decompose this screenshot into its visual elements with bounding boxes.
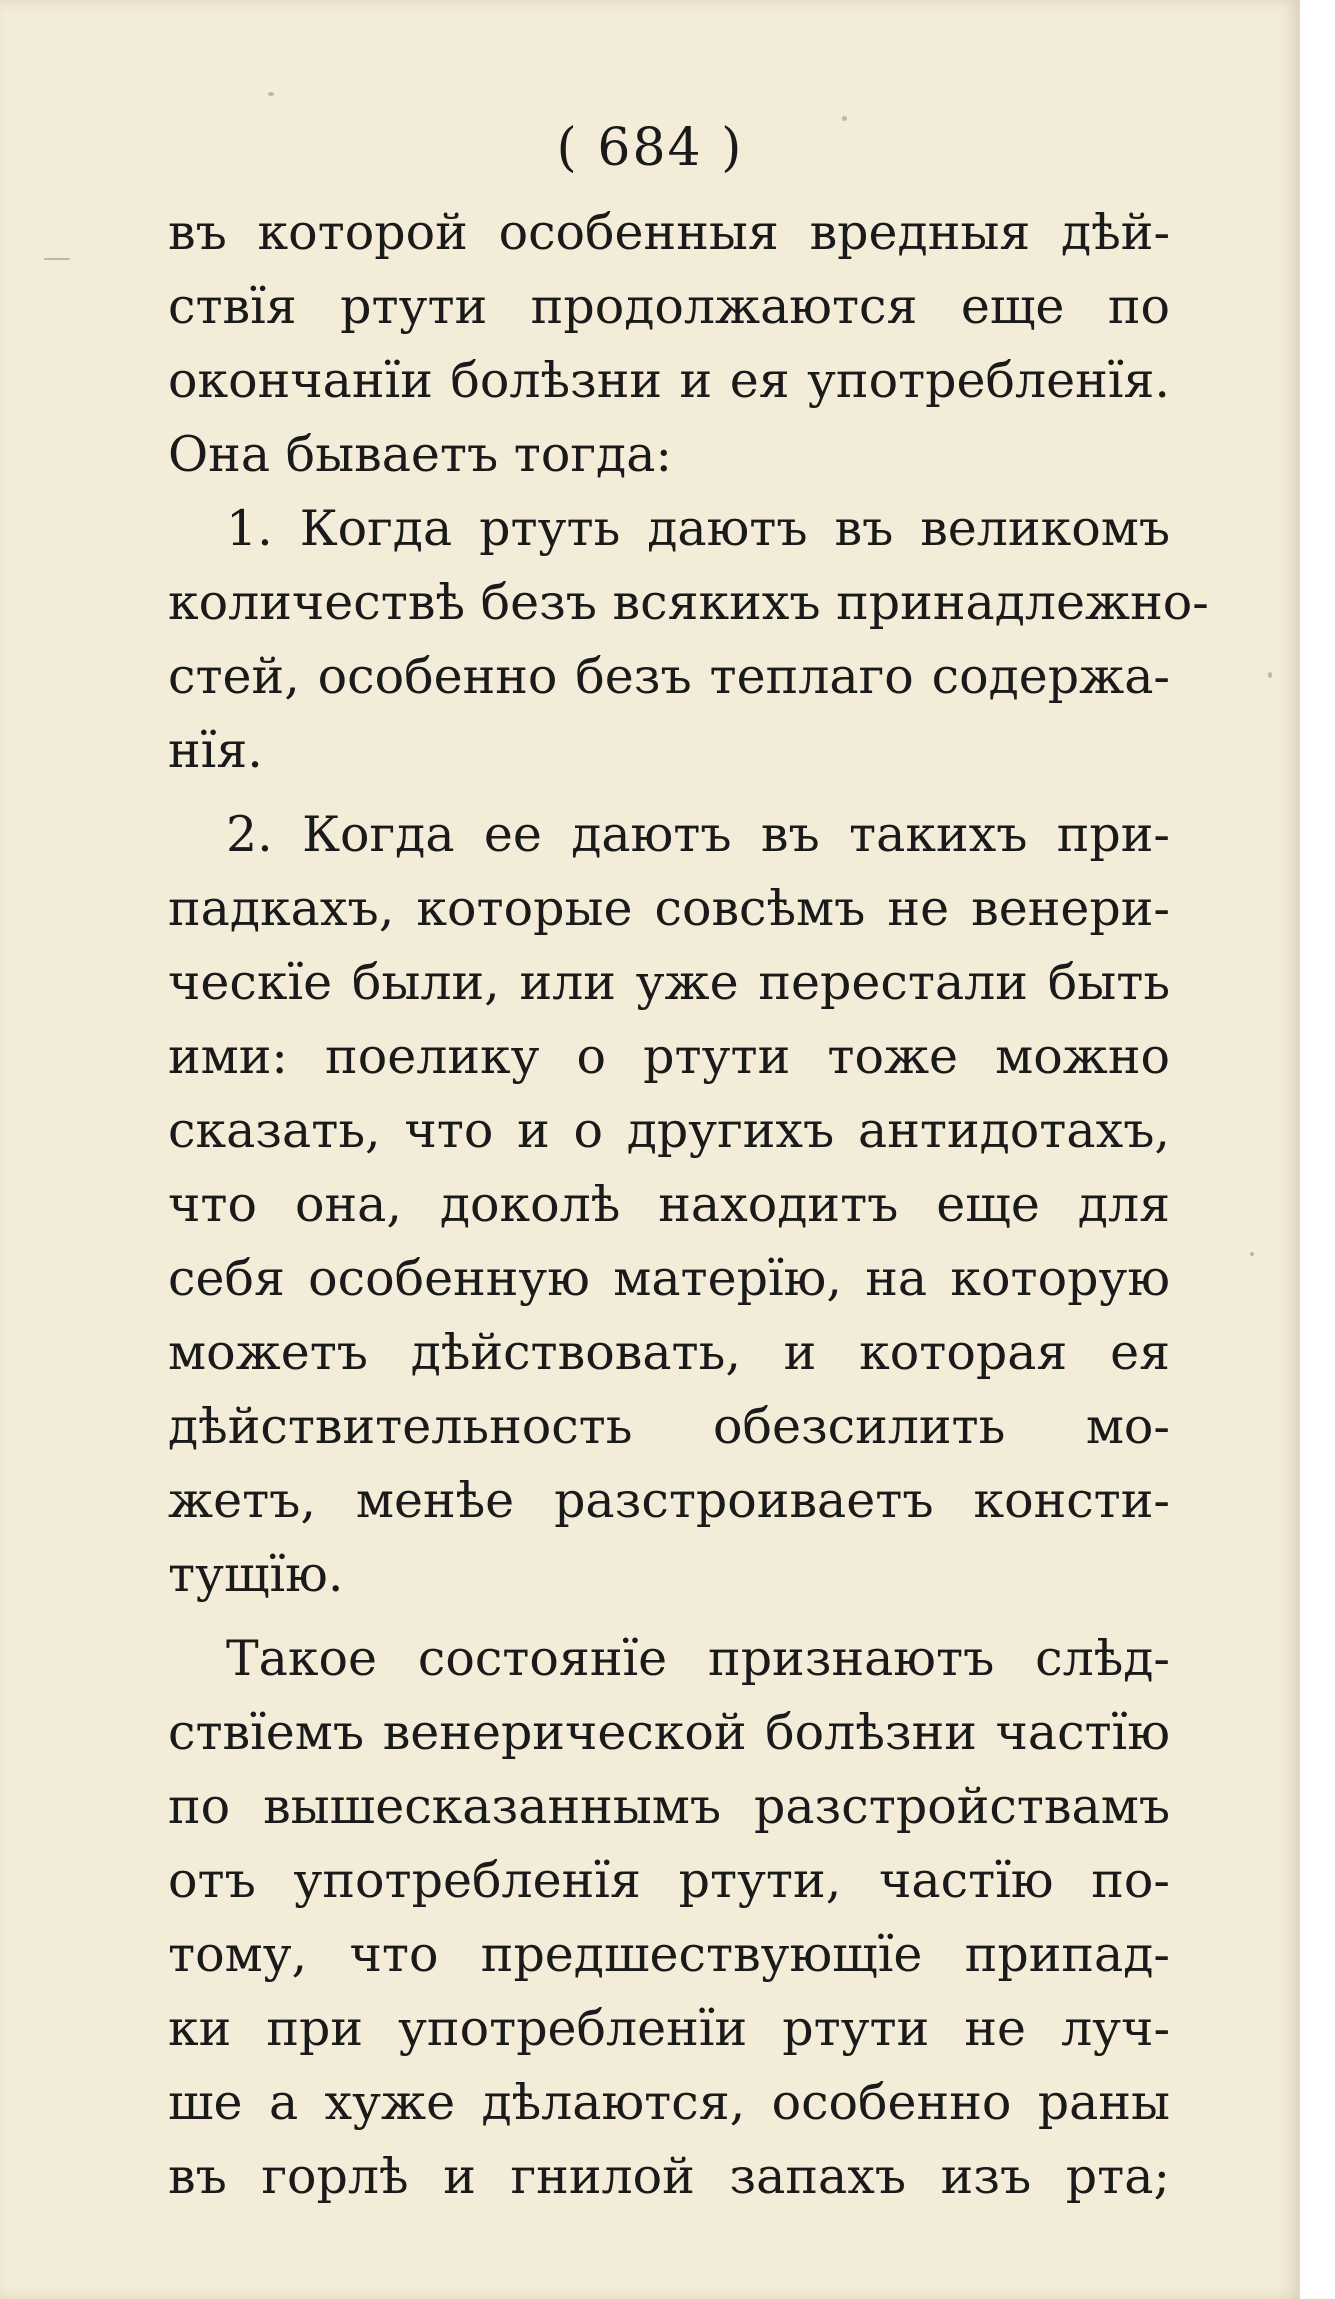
page-number: ( 684 )	[556, 118, 744, 178]
text-line: дѣйствительность обезсилить мо-	[168, 1398, 1170, 1455]
text-line: тущїю.	[168, 1546, 344, 1603]
text-line: сказать, что и о другихъ антидотахъ,	[168, 1102, 1170, 1159]
text-line: ствїемъ венерической болѣзни частїю	[168, 1704, 1170, 1761]
text-line: падкахъ, которые совсѣмъ не венери-	[168, 880, 1170, 937]
text-line: количествѣ безъ всякихъ принадлежно-	[168, 574, 1209, 631]
paragraph-4	[168, 1622, 1170, 2214]
text-line: ствїя ртути продолжаются еще по	[168, 278, 1170, 335]
text-line: 2. Когда ее даютъ въ такихъ при-	[226, 806, 1170, 863]
text-line: по вышесказаннымъ разстройствамъ	[168, 1778, 1170, 1835]
text-line: стей, особенно безъ теплаго содержа-	[168, 648, 1170, 705]
text-line: можетъ дѣйствовать, и которая ея	[168, 1324, 1170, 1381]
paragraph-1	[168, 196, 1170, 492]
body-text	[168, 196, 1209, 2214]
text-line: себя особенную матерїю, на которую	[168, 1250, 1170, 1307]
paper-speck	[44, 258, 70, 260]
text-line: нїя.	[168, 722, 263, 779]
paper-speck	[842, 116, 847, 121]
paragraph-3	[168, 798, 1170, 1612]
text-line: въ горлѣ и гнилой запахъ изъ рта;	[168, 2148, 1170, 2205]
text-line: отъ употребленїя ртути, частїю по-	[168, 1852, 1170, 1909]
text-line: окончанїи болѣзни и ея употребленїя.	[168, 352, 1170, 409]
paragraph-2	[168, 492, 1209, 788]
text-line: въ которой особенныя вредныя дѣй-	[168, 204, 1170, 261]
paper-speck	[268, 92, 274, 96]
text-line: 1. Когда ртуть даютъ въ великомъ	[226, 500, 1170, 557]
text-line: Такое состоянїе признаютъ слѣд-	[226, 1630, 1170, 1687]
text-line: ими: поелику о ртути тоже можно	[168, 1028, 1170, 1085]
text-line: ческїе были, или уже перестали быть	[168, 954, 1170, 1011]
paper-speck	[1268, 672, 1272, 678]
text-line: что она, доколѣ находитъ еще для	[168, 1176, 1170, 1233]
text-line: тому, что предшествующїе припад-	[168, 1926, 1170, 1983]
text-line: ше а хуже дѣлаются, особенно раны	[168, 2074, 1170, 2131]
paper-speck	[1250, 1252, 1254, 1256]
text-line: Она бываетъ тогда:	[168, 426, 672, 483]
text-line: ки при употребленїи ртути не луч-	[168, 2000, 1170, 2057]
text-line: жетъ, менѣе разстроиваетъ консти-	[168, 1472, 1170, 1529]
